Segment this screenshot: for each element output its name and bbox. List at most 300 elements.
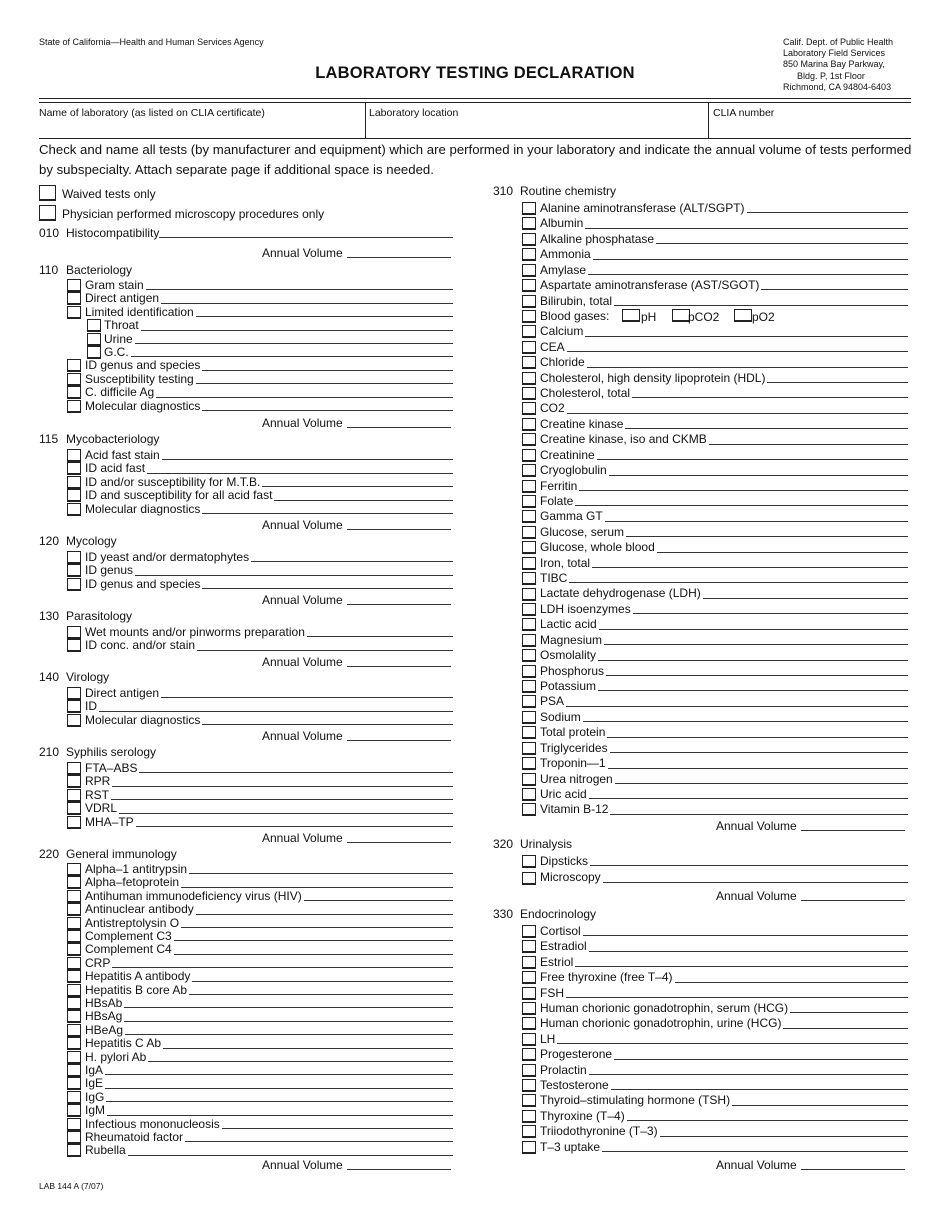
test-label: Rheumatoid factor <box>85 1129 184 1144</box>
section-name: Syphilis serology <box>66 745 157 759</box>
test-item <box>85 863 453 876</box>
test-entry-line[interactable] <box>161 697 453 698</box>
test-item <box>85 802 453 815</box>
test-entry-line[interactable] <box>112 967 453 968</box>
test-checkbox[interactable] <box>522 1017 536 1030</box>
test-item <box>540 402 908 415</box>
test-entry-line[interactable] <box>185 1141 453 1142</box>
test-entry-line[interactable] <box>598 690 908 691</box>
test-entry-line[interactable] <box>575 966 908 967</box>
test-label: PSA <box>540 694 565 709</box>
test-label: Triglycerides <box>540 740 608 755</box>
test-entry-line[interactable] <box>202 724 453 725</box>
test-checkbox[interactable] <box>522 217 536 230</box>
annual-volume-input[interactable] <box>347 740 451 741</box>
test-entry-line[interactable] <box>119 813 453 814</box>
test-entry-line[interactable] <box>589 798 908 799</box>
test-checkbox[interactable] <box>67 970 81 983</box>
annual-volume-input[interactable] <box>347 842 451 843</box>
test-entry-line[interactable] <box>597 459 908 460</box>
test-item <box>85 306 453 319</box>
test-entry-line[interactable] <box>163 1048 453 1049</box>
test-entry-line[interactable] <box>105 1074 453 1075</box>
test-checkbox[interactable] <box>87 333 101 346</box>
test-entry-line[interactable] <box>106 1101 453 1102</box>
test-checkbox[interactable] <box>522 402 536 415</box>
test-label: Cortisol <box>540 923 581 938</box>
test-checkbox[interactable] <box>522 1141 536 1154</box>
test-item <box>85 890 453 903</box>
section-code: 120 <box>39 534 60 548</box>
test-entry-line[interactable] <box>611 1089 908 1090</box>
test-entry-line[interactable] <box>274 500 453 501</box>
test-entry-line[interactable] <box>583 935 908 936</box>
test-entry-line[interactable] <box>627 1120 908 1121</box>
test-entry-line[interactable] <box>105 1088 453 1089</box>
test-checkbox[interactable] <box>522 603 536 616</box>
test-checkbox[interactable] <box>522 925 536 938</box>
annual-volume-input[interactable] <box>801 900 905 901</box>
test-checkbox[interactable] <box>522 711 536 724</box>
test-entry-line[interactable] <box>189 873 453 874</box>
test-checkbox[interactable] <box>522 773 536 786</box>
test-item <box>85 564 453 577</box>
test-checkbox[interactable] <box>67 639 81 652</box>
test-item <box>540 418 908 431</box>
test-checkbox[interactable] <box>67 292 81 305</box>
test-checkbox[interactable] <box>67 943 81 956</box>
test-checkbox[interactable] <box>67 917 81 930</box>
test-item <box>85 386 453 399</box>
test-checkbox[interactable] <box>67 700 81 713</box>
test-checkbox[interactable] <box>522 1094 536 1107</box>
test-checkbox[interactable] <box>67 1091 81 1104</box>
test-checkbox[interactable] <box>522 572 536 585</box>
test-checkbox[interactable] <box>67 1104 81 1117</box>
annual-volume <box>262 1158 451 1172</box>
test-checkbox[interactable] <box>67 984 81 997</box>
test-entry-line[interactable] <box>197 650 453 651</box>
test-checkbox[interactable] <box>67 578 81 591</box>
test-item <box>540 634 908 647</box>
test-checkbox[interactable] <box>522 649 536 662</box>
test-entry-line[interactable] <box>767 382 908 383</box>
test-entry-line[interactable] <box>598 660 908 661</box>
test-entry-line[interactable] <box>590 865 908 866</box>
test-checkbox[interactable] <box>522 1064 536 1077</box>
test-entry-line[interactable] <box>675 982 909 983</box>
test-entry-line[interactable] <box>585 336 908 337</box>
test-checkbox[interactable] <box>522 872 536 885</box>
test-item <box>540 711 908 724</box>
test-checkbox[interactable] <box>522 971 536 984</box>
test-checkbox[interactable] <box>67 957 81 970</box>
test-checkbox[interactable] <box>87 346 101 359</box>
lab-location-field[interactable]: Laboratory location <box>369 107 459 119</box>
test-checkbox[interactable] <box>522 541 536 554</box>
option-checkbox[interactable] <box>39 205 56 221</box>
test-checkbox[interactable] <box>67 714 81 727</box>
test-checkbox[interactable] <box>67 687 81 700</box>
test-label: Glucose, serum <box>540 524 625 539</box>
test-checkbox[interactable] <box>522 1033 536 1046</box>
test-checkbox[interactable] <box>522 726 536 739</box>
test-entry-line[interactable] <box>609 475 908 476</box>
test-checkbox[interactable] <box>522 634 536 647</box>
test-checkbox[interactable] <box>522 325 536 338</box>
test-item <box>85 449 453 462</box>
annual-volume <box>262 655 451 669</box>
test-entry-line[interactable] <box>181 927 453 928</box>
test-label: Total protein <box>540 725 606 740</box>
test-entry-line[interactable] <box>593 259 908 260</box>
test-checkbox[interactable] <box>87 319 101 332</box>
test-checkbox[interactable] <box>67 1077 81 1090</box>
test-checkbox[interactable] <box>522 803 536 816</box>
test-item <box>540 279 908 292</box>
test-label: LH <box>540 1031 556 1046</box>
test-item <box>540 1079 908 1092</box>
test-checkbox[interactable] <box>67 816 81 829</box>
test-checkbox[interactable] <box>67 489 81 502</box>
annual-volume-label: Annual Volume <box>262 416 343 430</box>
test-entry-line[interactable] <box>99 711 453 712</box>
test-entry-line[interactable] <box>161 303 453 304</box>
blood-gas-label: pH <box>641 309 657 324</box>
test-entry-line[interactable] <box>606 675 908 676</box>
test-entry-line[interactable] <box>632 397 908 398</box>
test-checkbox[interactable] <box>522 387 536 400</box>
test-entry-line[interactable] <box>162 459 453 460</box>
test-entry-line[interactable] <box>141 330 453 331</box>
test-checkbox[interactable] <box>67 863 81 876</box>
test-entry-line[interactable] <box>575 505 908 506</box>
test-checkbox[interactable] <box>522 1079 536 1092</box>
test-entry-line[interactable] <box>567 413 908 414</box>
test-item <box>85 359 453 372</box>
test-entry-line[interactable] <box>592 567 908 568</box>
test-entry-line[interactable] <box>128 1155 453 1156</box>
test-entry-line[interactable] <box>196 914 453 915</box>
test-entry-line[interactable] <box>747 212 908 213</box>
test-entry-line[interactable] <box>189 994 453 995</box>
test-checkbox[interactable] <box>522 295 536 308</box>
test-entry-line[interactable] <box>657 552 908 553</box>
test-checkbox[interactable] <box>522 356 536 369</box>
test-entry-line[interactable] <box>147 473 453 474</box>
address-line: Calif. Dept. of Public Health <box>783 37 894 47</box>
test-entry-line[interactable] <box>656 243 908 244</box>
test-checkbox[interactable] <box>522 418 536 431</box>
clia-number-field[interactable]: CLIA number <box>713 107 775 119</box>
test-label: Throat <box>104 318 139 333</box>
test-entry-line[interactable] <box>304 900 453 901</box>
test-entry-line[interactable] <box>146 289 453 290</box>
test-entry-line[interactable] <box>599 629 908 630</box>
test-checkbox[interactable] <box>67 476 81 489</box>
test-checkbox[interactable] <box>67 789 81 802</box>
test-checkbox[interactable] <box>67 1051 81 1064</box>
test-label: G.C. <box>104 344 129 359</box>
test-entry-line[interactable] <box>566 706 908 707</box>
test-label: Human chorionic gonadotrophin, urine (HCG) <box>540 1016 782 1031</box>
test-label: Prolactin <box>540 1062 587 1077</box>
blood-gas-checkbox[interactable] <box>734 309 752 322</box>
test-checkbox[interactable] <box>522 264 536 277</box>
test-entry-line[interactable] <box>111 799 453 800</box>
test-checkbox[interactable] <box>67 762 81 775</box>
test-entry-line[interactable] <box>202 370 453 371</box>
test-entry-line[interactable] <box>587 367 908 368</box>
test-entry-line[interactable] <box>585 228 908 229</box>
test-checkbox[interactable] <box>522 279 536 292</box>
test-entry-line[interactable] <box>174 940 453 941</box>
test-entry-line[interactable] <box>610 752 908 753</box>
test-entry-line[interactable] <box>124 1007 453 1008</box>
test-label: Estriol <box>540 954 574 969</box>
test-item <box>85 551 453 564</box>
test-entry-line[interactable] <box>608 768 908 769</box>
test-checkbox[interactable] <box>522 618 536 631</box>
test-checkbox[interactable] <box>522 510 536 523</box>
test-item <box>85 930 453 943</box>
test-entry-line[interactable] <box>614 305 908 306</box>
test-checkbox[interactable] <box>522 987 536 1000</box>
test-entry-line[interactable] <box>222 1128 453 1129</box>
test-label: Antihuman immunodeficiency virus (HIV) <box>85 888 302 903</box>
test-checkbox[interactable] <box>67 1131 81 1144</box>
test-checkbox[interactable] <box>67 449 81 462</box>
test-entry-line[interactable] <box>579 490 908 491</box>
section-code: 110 <box>39 263 59 277</box>
test-entry-line[interactable] <box>196 383 453 384</box>
test-entry-line[interactable] <box>262 486 453 487</box>
test-checkbox[interactable] <box>67 997 81 1010</box>
test-checkbox[interactable] <box>67 626 81 639</box>
test-checkbox[interactable] <box>67 386 81 399</box>
test-entry-line[interactable] <box>583 721 908 722</box>
test-checkbox[interactable] <box>522 788 536 801</box>
blood-gas-label: pCO2 <box>688 309 720 324</box>
test-entry-line[interactable] <box>761 289 908 290</box>
test-entry-line[interactable] <box>703 598 908 599</box>
test-checkbox[interactable] <box>522 855 536 868</box>
test-checkbox[interactable] <box>522 464 536 477</box>
test-entry-line[interactable] <box>790 1012 908 1013</box>
section-heading <box>493 837 572 851</box>
test-checkbox[interactable] <box>67 1144 81 1157</box>
test-checkbox[interactable] <box>67 1037 81 1050</box>
test-entry-line[interactable] <box>607 737 908 738</box>
test-checkbox[interactable] <box>522 1125 536 1138</box>
test-item <box>540 295 908 308</box>
test-label: C. difficile Ag <box>85 385 155 400</box>
test-checkbox[interactable] <box>522 588 536 601</box>
test-item <box>85 917 453 930</box>
lab-name-field[interactable]: Name of laboratory (as listed on CLIA certificate) <box>39 107 265 119</box>
annual-volume <box>716 1158 905 1172</box>
annual-volume <box>262 593 451 607</box>
test-checkbox[interactable] <box>522 1048 536 1061</box>
test-checkbox[interactable] <box>522 449 536 462</box>
test-checkbox[interactable] <box>522 310 536 323</box>
test-checkbox[interactable] <box>67 1064 81 1077</box>
test-entry-line[interactable] <box>567 351 908 352</box>
test-label: Rubella <box>85 1143 126 1158</box>
test-checkbox[interactable] <box>67 1010 81 1023</box>
test-entry-line[interactable] <box>709 444 908 445</box>
annual-volume-input[interactable] <box>801 1169 905 1170</box>
test-checkbox[interactable] <box>522 557 536 570</box>
annual-volume-input[interactable] <box>347 427 451 428</box>
test-entry-line[interactable] <box>192 981 453 982</box>
test-entry-line[interactable] <box>159 237 453 238</box>
annual-volume-input[interactable] <box>347 666 451 667</box>
test-checkbox[interactable] <box>522 233 536 246</box>
test-entry-line[interactable] <box>783 1028 908 1029</box>
annual-volume-input[interactable] <box>347 1169 451 1170</box>
test-checkbox[interactable] <box>522 1002 536 1015</box>
test-item <box>85 957 453 970</box>
test-label: CRP <box>85 955 111 970</box>
test-entry-line[interactable] <box>136 826 453 827</box>
test-item <box>540 603 908 616</box>
test-item <box>540 1033 908 1046</box>
test-entry-line[interactable] <box>202 588 453 589</box>
test-checkbox[interactable] <box>522 940 536 953</box>
test-checkbox[interactable] <box>522 695 536 708</box>
test-entry-line[interactable] <box>589 1074 908 1075</box>
test-entry-line[interactable] <box>589 951 908 952</box>
test-checkbox[interactable] <box>522 1110 536 1123</box>
test-entry-line[interactable] <box>148 1061 453 1062</box>
test-checkbox[interactable] <box>522 202 536 215</box>
test-entry-line[interactable] <box>569 582 908 583</box>
test-entry-line[interactable] <box>135 575 453 576</box>
test-checkbox[interactable] <box>522 680 536 693</box>
test-checkbox[interactable] <box>67 1024 81 1037</box>
test-checkbox[interactable] <box>67 930 81 943</box>
test-checkbox[interactable] <box>522 742 536 755</box>
test-checkbox[interactable] <box>522 757 536 770</box>
annual-volume-input[interactable] <box>347 604 451 605</box>
test-checkbox[interactable] <box>67 903 81 916</box>
test-checkbox[interactable] <box>67 890 81 903</box>
test-entry-line[interactable] <box>107 1115 453 1116</box>
test-checkbox[interactable] <box>67 876 81 889</box>
test-checkbox[interactable] <box>67 1118 81 1131</box>
test-item <box>85 1064 453 1077</box>
test-entry-line[interactable] <box>135 343 453 344</box>
test-label: Glucose, whole blood <box>540 540 655 555</box>
blood-gas-checkbox[interactable] <box>622 309 640 322</box>
test-checkbox[interactable] <box>67 503 81 516</box>
test-checkbox[interactable] <box>67 400 81 413</box>
test-entry-line[interactable] <box>196 316 453 317</box>
test-entry-line[interactable] <box>112 786 453 787</box>
test-checkbox[interactable] <box>67 373 81 386</box>
test-entry-line[interactable] <box>588 274 908 275</box>
department-address <box>783 37 893 93</box>
test-label: Albumin <box>540 216 584 231</box>
blood-gas-label: pO2 <box>752 309 775 324</box>
test-checkbox[interactable] <box>67 802 81 815</box>
test-entry-line[interactable] <box>614 1059 908 1060</box>
test-checkbox[interactable] <box>67 462 81 475</box>
test-checkbox[interactable] <box>522 248 536 261</box>
section-heading <box>493 907 596 921</box>
section-name: Histocompatibility <box>66 225 160 240</box>
test-entry-line[interactable] <box>626 536 908 537</box>
test-checkbox[interactable] <box>522 665 536 678</box>
test-item <box>540 449 908 462</box>
test-item <box>540 572 908 585</box>
test-entry-line[interactable] <box>603 882 908 883</box>
test-item <box>540 742 908 755</box>
test-checkbox[interactable] <box>522 956 536 969</box>
test-entry-line[interactable] <box>732 1105 908 1106</box>
test-item <box>85 903 453 916</box>
test-entry-line[interactable] <box>125 1034 453 1035</box>
test-entry-line[interactable] <box>602 1151 908 1152</box>
test-entry-line[interactable] <box>139 772 453 773</box>
annual-volume-input[interactable] <box>347 529 451 530</box>
test-entry-line[interactable] <box>131 356 453 357</box>
test-entry-line[interactable] <box>615 783 908 784</box>
test-entry-line[interactable] <box>181 887 453 888</box>
test-checkbox[interactable] <box>522 372 536 385</box>
test-item <box>540 217 908 230</box>
test-entry-line[interactable] <box>156 397 453 398</box>
test-entry-line[interactable] <box>604 644 908 645</box>
test-entry-line[interactable] <box>251 561 453 562</box>
test-item <box>540 649 908 662</box>
option-checkbox[interactable] <box>39 185 56 201</box>
test-checkbox[interactable] <box>67 551 81 564</box>
test-entry-line[interactable] <box>610 814 908 815</box>
test-checkbox[interactable] <box>67 359 81 372</box>
test-label: Complement C3 <box>85 928 172 943</box>
test-entry-line[interactable] <box>660 1136 908 1137</box>
test-checkbox[interactable] <box>67 775 81 788</box>
test-label: Vitamin B-12 <box>540 802 609 817</box>
annual-volume-input[interactable] <box>347 257 451 258</box>
test-entry-line[interactable] <box>202 513 453 514</box>
test-checkbox[interactable] <box>67 564 81 577</box>
test-checkbox[interactable] <box>522 341 536 354</box>
test-checkbox[interactable] <box>522 526 536 539</box>
test-entry-line[interactable] <box>625 428 908 429</box>
test-entry-line[interactable] <box>605 521 908 522</box>
section-heading <box>39 432 159 446</box>
test-entry-line[interactable] <box>124 1021 453 1022</box>
test-entry-line[interactable] <box>633 613 908 614</box>
test-item <box>540 940 908 953</box>
test-entry-line[interactable] <box>307 636 453 637</box>
annual-volume-input[interactable] <box>801 830 905 831</box>
test-checkbox[interactable] <box>67 306 81 319</box>
test-entry-line[interactable] <box>566 997 908 998</box>
test-checkbox[interactable] <box>522 495 536 508</box>
test-entry-line[interactable] <box>557 1043 908 1044</box>
test-checkbox[interactable] <box>522 433 536 446</box>
test-checkbox[interactable] <box>522 480 536 493</box>
section-name: Routine chemistry <box>520 184 617 198</box>
test-entry-line[interactable] <box>202 410 453 411</box>
test-item <box>85 1010 453 1023</box>
test-entry-line[interactable] <box>174 954 453 955</box>
test-checkbox[interactable] <box>67 279 81 292</box>
